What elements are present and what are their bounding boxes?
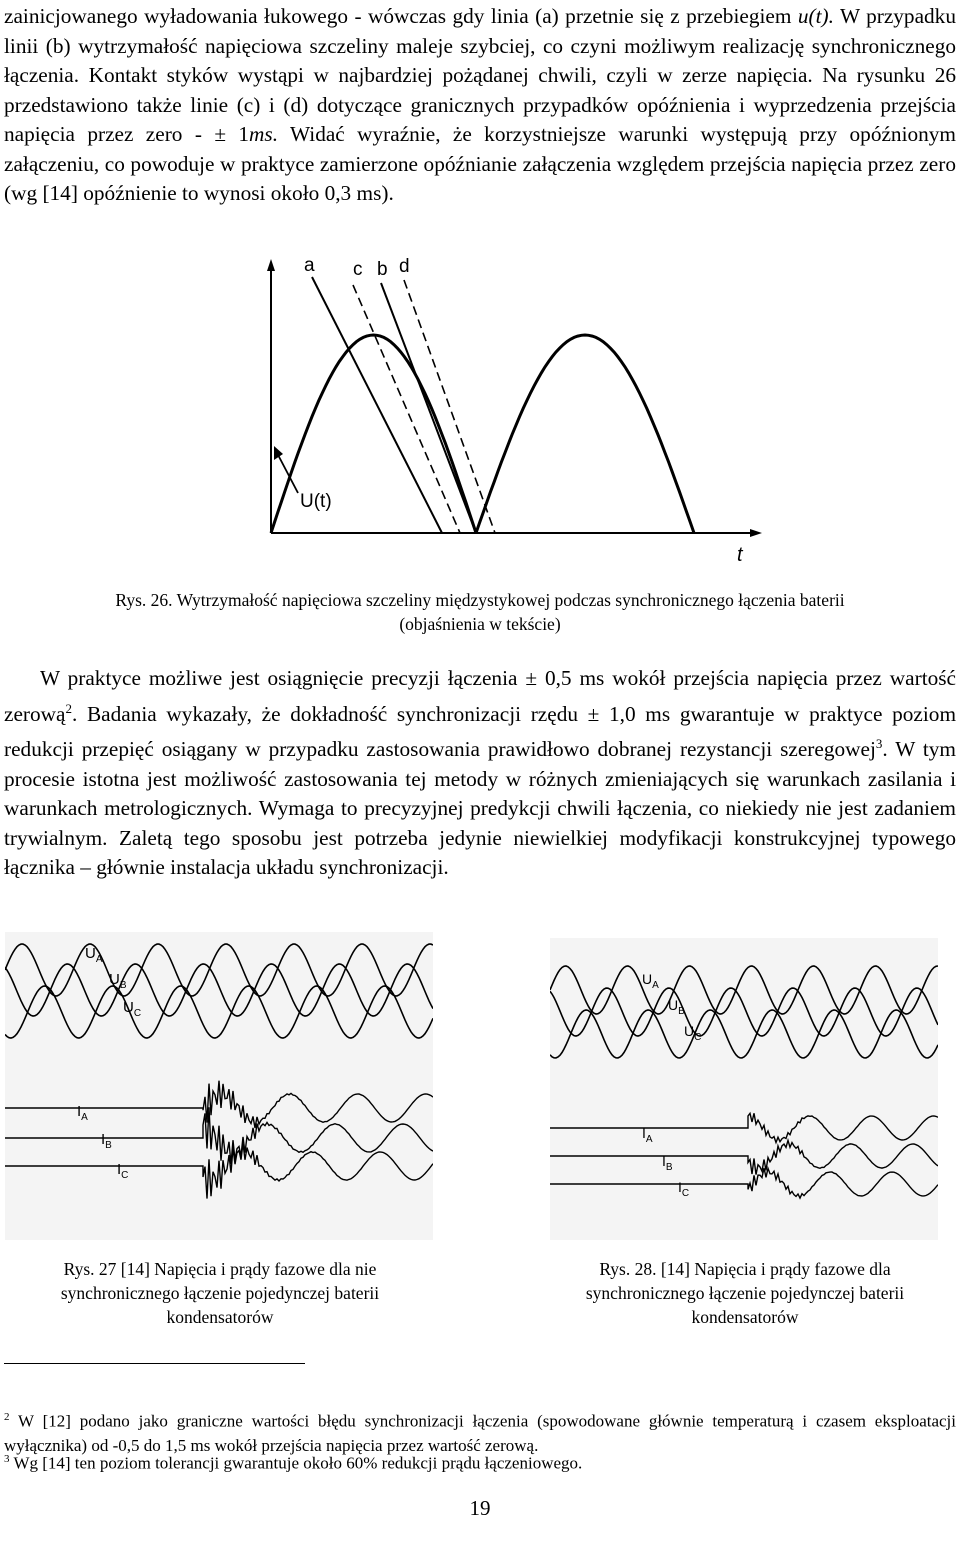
body-paragraph-2 [4,664,956,883]
footnote-text: Wg [14] ten poziom tolerancji gwarantuje około 60% redukcji prądu łączeniowego. [9,1453,583,1473]
voltage-trace-b [550,988,938,1036]
line-c [353,285,460,533]
caption-line: synchronicznego łączenie pojedynczej baterii [585,1283,905,1303]
y-axis-arrow [267,259,275,271]
label-uc: $U_C$ [123,999,142,1019]
footnote-separator [4,1363,305,1364]
page-number: 19 [469,1496,491,1520]
label-ub: $U_B$ [109,971,127,991]
footnote-text: W [12] podano jako graniczne wartości błędu synchronizacji łączenia (spowodowane głównie temperaturą i czasem eksploatacji wyłącznika) od -0,5 do 1,5 ms wokół przejścia napięcia przez wartość zerową. [4,1411,956,1455]
label-c: c [353,259,363,280]
text-span: W praktyce możliwe jest osiągnięcie precyzji łączenia [40,666,526,690]
math-inline: ± 1,0 ms [587,701,671,726]
current-trace-b [5,1107,433,1164]
caption-line: (objaśnienia w tekście) [399,614,561,634]
label-ia: $I_A$ [642,1125,653,1145]
label-t: t [737,544,743,566]
math-unit: ms. [249,122,279,146]
caption-line: Rys. 27 [14] Napięcia i prądy fazowe dla nie [63,1259,377,1279]
figure-26-caption [40,588,920,636]
line-d [404,280,495,533]
footnote-3 [4,1447,956,1476]
x-axis-arrow [750,529,762,537]
label-ua: $U_A$ [642,971,659,991]
current-trace-c [550,1168,938,1198]
label-u-t: U(t) [300,491,332,512]
text-span: W przypadku linii (b) wytrzymałość napięciowa szczeliny maleje szybciej, co czyni możliwym realizację synchronicznego łączenia. Kontakt styków wystąpi w najbardziej pożądanej chwili, czyli w zerze napięcia. Na rysunku 26 przedstawiono także linie (c) i (d) dotyczące granicznych przypadków opóźnienia i wyprzedzenia przejścia napięcia przez zero - [4,4,956,146]
caption-line: Rys. 26. Wytrzymałość napięciowa szczeliny międzystykowej podczas synchronicznego łączenia baterii [115,590,845,610]
figure-28 [550,938,938,1240]
caption-line: kondensatorów [691,1307,799,1327]
caption-line: kondensatorów [166,1307,274,1327]
text-span: . W tym procesie istotna jest możliwość zastosowania tej metody w różnych zmieniających się warunkach zasilania i warunkach metrologicznych. Wymaga to precyzyjnej predykcji chwili łączenia, co niekiedy nie jest zadaniem trywialnym. Zaletą tego sposobu jest potrzeba jedynie niewielkiej modyfikacji konstrukcyjnej typowego łącznika – głównie instalacja układu synchronizacji. [4,737,957,880]
caption-line: synchronicznego łączenie pojedynczej baterii [60,1283,380,1303]
math-inline: ± 1 [214,122,250,146]
text-span: wokół przejścia napięcia przez wartość zerową [4,666,957,726]
label-ic: $I_C$ [678,1179,690,1199]
footnote-ref-2[interactable]: 2 [65,700,72,716]
caption-line: Rys. 28. [14] Napięcia i prądy fazowe dla [599,1259,891,1279]
figure-27-oscillogram [5,932,433,1240]
pointer-arrow [274,446,283,460]
label-ia: $I_A$ [77,1103,88,1123]
label-ub: $U_B$ [668,997,685,1017]
footnote-ref-3[interactable]: 3 [875,736,883,752]
current-trace-b [550,1140,938,1174]
current-trace-a [5,1081,433,1128]
line-b [381,283,476,533]
math-inline: ± 0,5 ms [525,666,605,690]
label-ic: $I_C$ [117,1161,129,1181]
footnote-mark: 2 [4,1411,10,1423]
figure-27-caption [5,1257,435,1329]
figure-28-caption [530,1257,960,1329]
current-trace-a [550,1113,938,1142]
label-ib: $I_B$ [101,1131,112,1151]
label-b: b [377,259,388,280]
body-paragraph-1 [4,2,956,209]
label-d: d [399,256,410,277]
label-uc: $U_C$ [684,1023,702,1043]
voltage-arch-2 [476,335,694,533]
figure-26 [250,255,770,575]
text-span: zainicjowanego wyładowania łukowego - wówczas gdy linia (a) przetnie się z przebiegiem [4,4,798,28]
figure-28-oscillogram [550,938,938,1240]
label-ib: $I_B$ [662,1153,673,1173]
footnote-mark: 3 [4,1453,10,1465]
text-span: gwarantuje w praktyce poziom redukcji przepięć osiągany w przypadku zastosowania prawidłowo dobranej rezystancji szeregowej [4,701,957,762]
voltage-trace-c [550,1010,938,1058]
voltage-trace-c [5,986,433,1038]
text-span: Widać wyraźnie, że korzystniejsze warunki występują przy opóźnionym załączeniu, co powoduje w praktyce zamierzone opóźnianie załączenia względem przejścia napięcia przez zero (wg [14] opóźnienie to wynosi około 0,3 ms). [4,122,956,205]
label-ua: $U_A$ [85,945,103,965]
figure-26-diagram [250,255,770,575]
label-a: a [304,255,315,276]
text-italic: u(t). [797,4,834,28]
figure-27 [5,932,433,1240]
text-span: . Badania wykazały, że dokładność synchronizacji rzędu [71,701,588,726]
